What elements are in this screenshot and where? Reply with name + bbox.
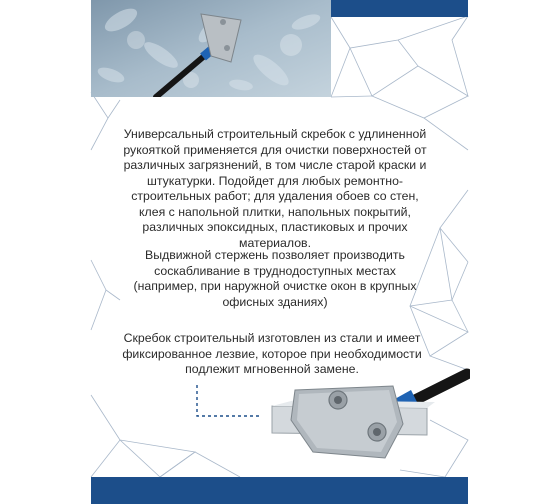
description-paragraph-3: Скребок строительный изготовлен из стали и имеет фиксированное лезвие, которое при необходимости подлежит мгновенной замене. — [122, 331, 422, 376]
description-paragraph-1: Универсальный строительный скребок с удлиненной рукояткой применяется для очистки поверхностей от различных загрязнений, в том числе старой краски и штукатурки. Подойдет для любых ремонтно-строительных работ; для удаления обоев со стен, клея с напольной плитки, напольных покрытий, различных эпоксидных, пластиковых и прочих материалов. — [123, 127, 427, 250]
scraper-product-image — [195, 360, 470, 465]
bottom-brand-band — [91, 477, 468, 504]
description-paragraph-2: Выдвижной стержень позволяет производить соскабливание в труднодоступных местах (например, при наружной очистке окон в крупных офисных зданиях) — [133, 248, 417, 309]
